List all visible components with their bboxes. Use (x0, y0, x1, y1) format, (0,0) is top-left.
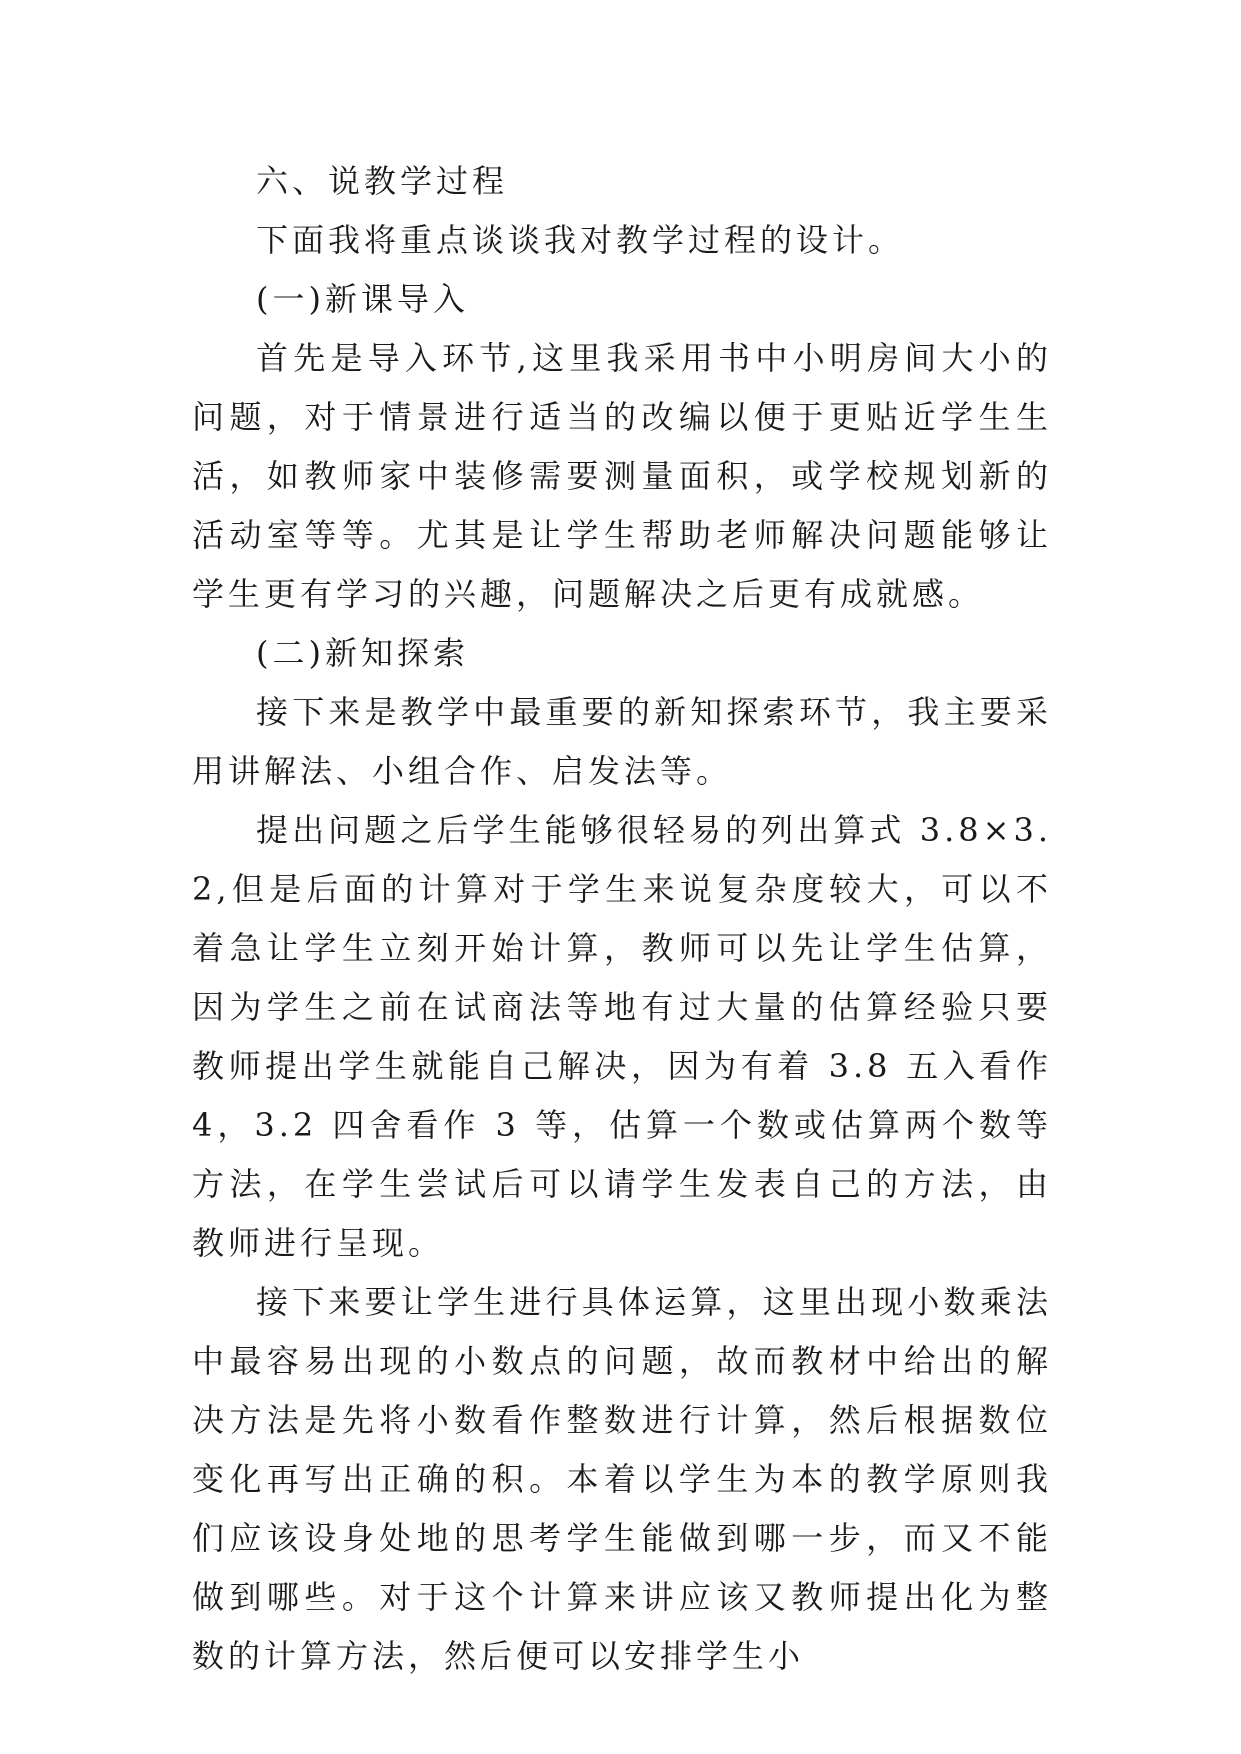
intro-paragraph: 下面我将重点谈谈我对教学过程的设计。 (256, 221, 905, 259)
section-title: 六、说教学过程 (256, 162, 509, 200)
document-body (192, 152, 1052, 1686)
paragraph-exploration-methods: 接下来是教学中最重要的新知探索环节，我主要采用讲解法、小组合作、启发法等。 (192, 693, 1052, 790)
paragraph-calculation: 接下来要让学生进行具体运算，这里出现小数乘法中最容易出现的小数点的问题，故而教材中给出的解决方法是先将小数看作整数进行计算，然后根据数位变化再写出正确的积。本着以学生为本的教学原则我们应该设身处地的思考学生能做到哪一步，而又不能做到哪些。对于这个计算来讲应该又教师提出化为整数的计算方法，然后便可以安排学生小 (192, 1283, 1052, 1675)
subsection-title-new-lesson: (一)新课导入 (256, 280, 469, 318)
paragraph-estimation: 提出问题之后学生能够很轻易的列出算式 3.8×3.2,但是后面的计算对于学生来说复杂度较大，可以不着急让学生立刻开始计算，教师可以先让学生估算，因为学生之前在试商法等地有过大量的估算经验只要教师提出学生就能自己解决，因为有着 3.8 五入看作 4，3.2 四舍看作 3 等，估算一个数或估算两个数等方法，在学生尝试后可以请学生发表自己的方法，由教师进行呈现。 (192, 811, 1052, 1262)
paragraph-introduction: 首先是导入环节,这里我采用书中小明房间大小的问题，对于情景进行适当的改编以便于更贴近学生生活，如教师家中装修需要测量面积，或学校规划新的活动室等等。尤其是让学生帮助老师解决问题能够让学生更有学习的兴趣，问题解决之后更有成就感。 (192, 339, 1052, 613)
subsection-title-exploration: (二)新知探索 (256, 634, 469, 672)
